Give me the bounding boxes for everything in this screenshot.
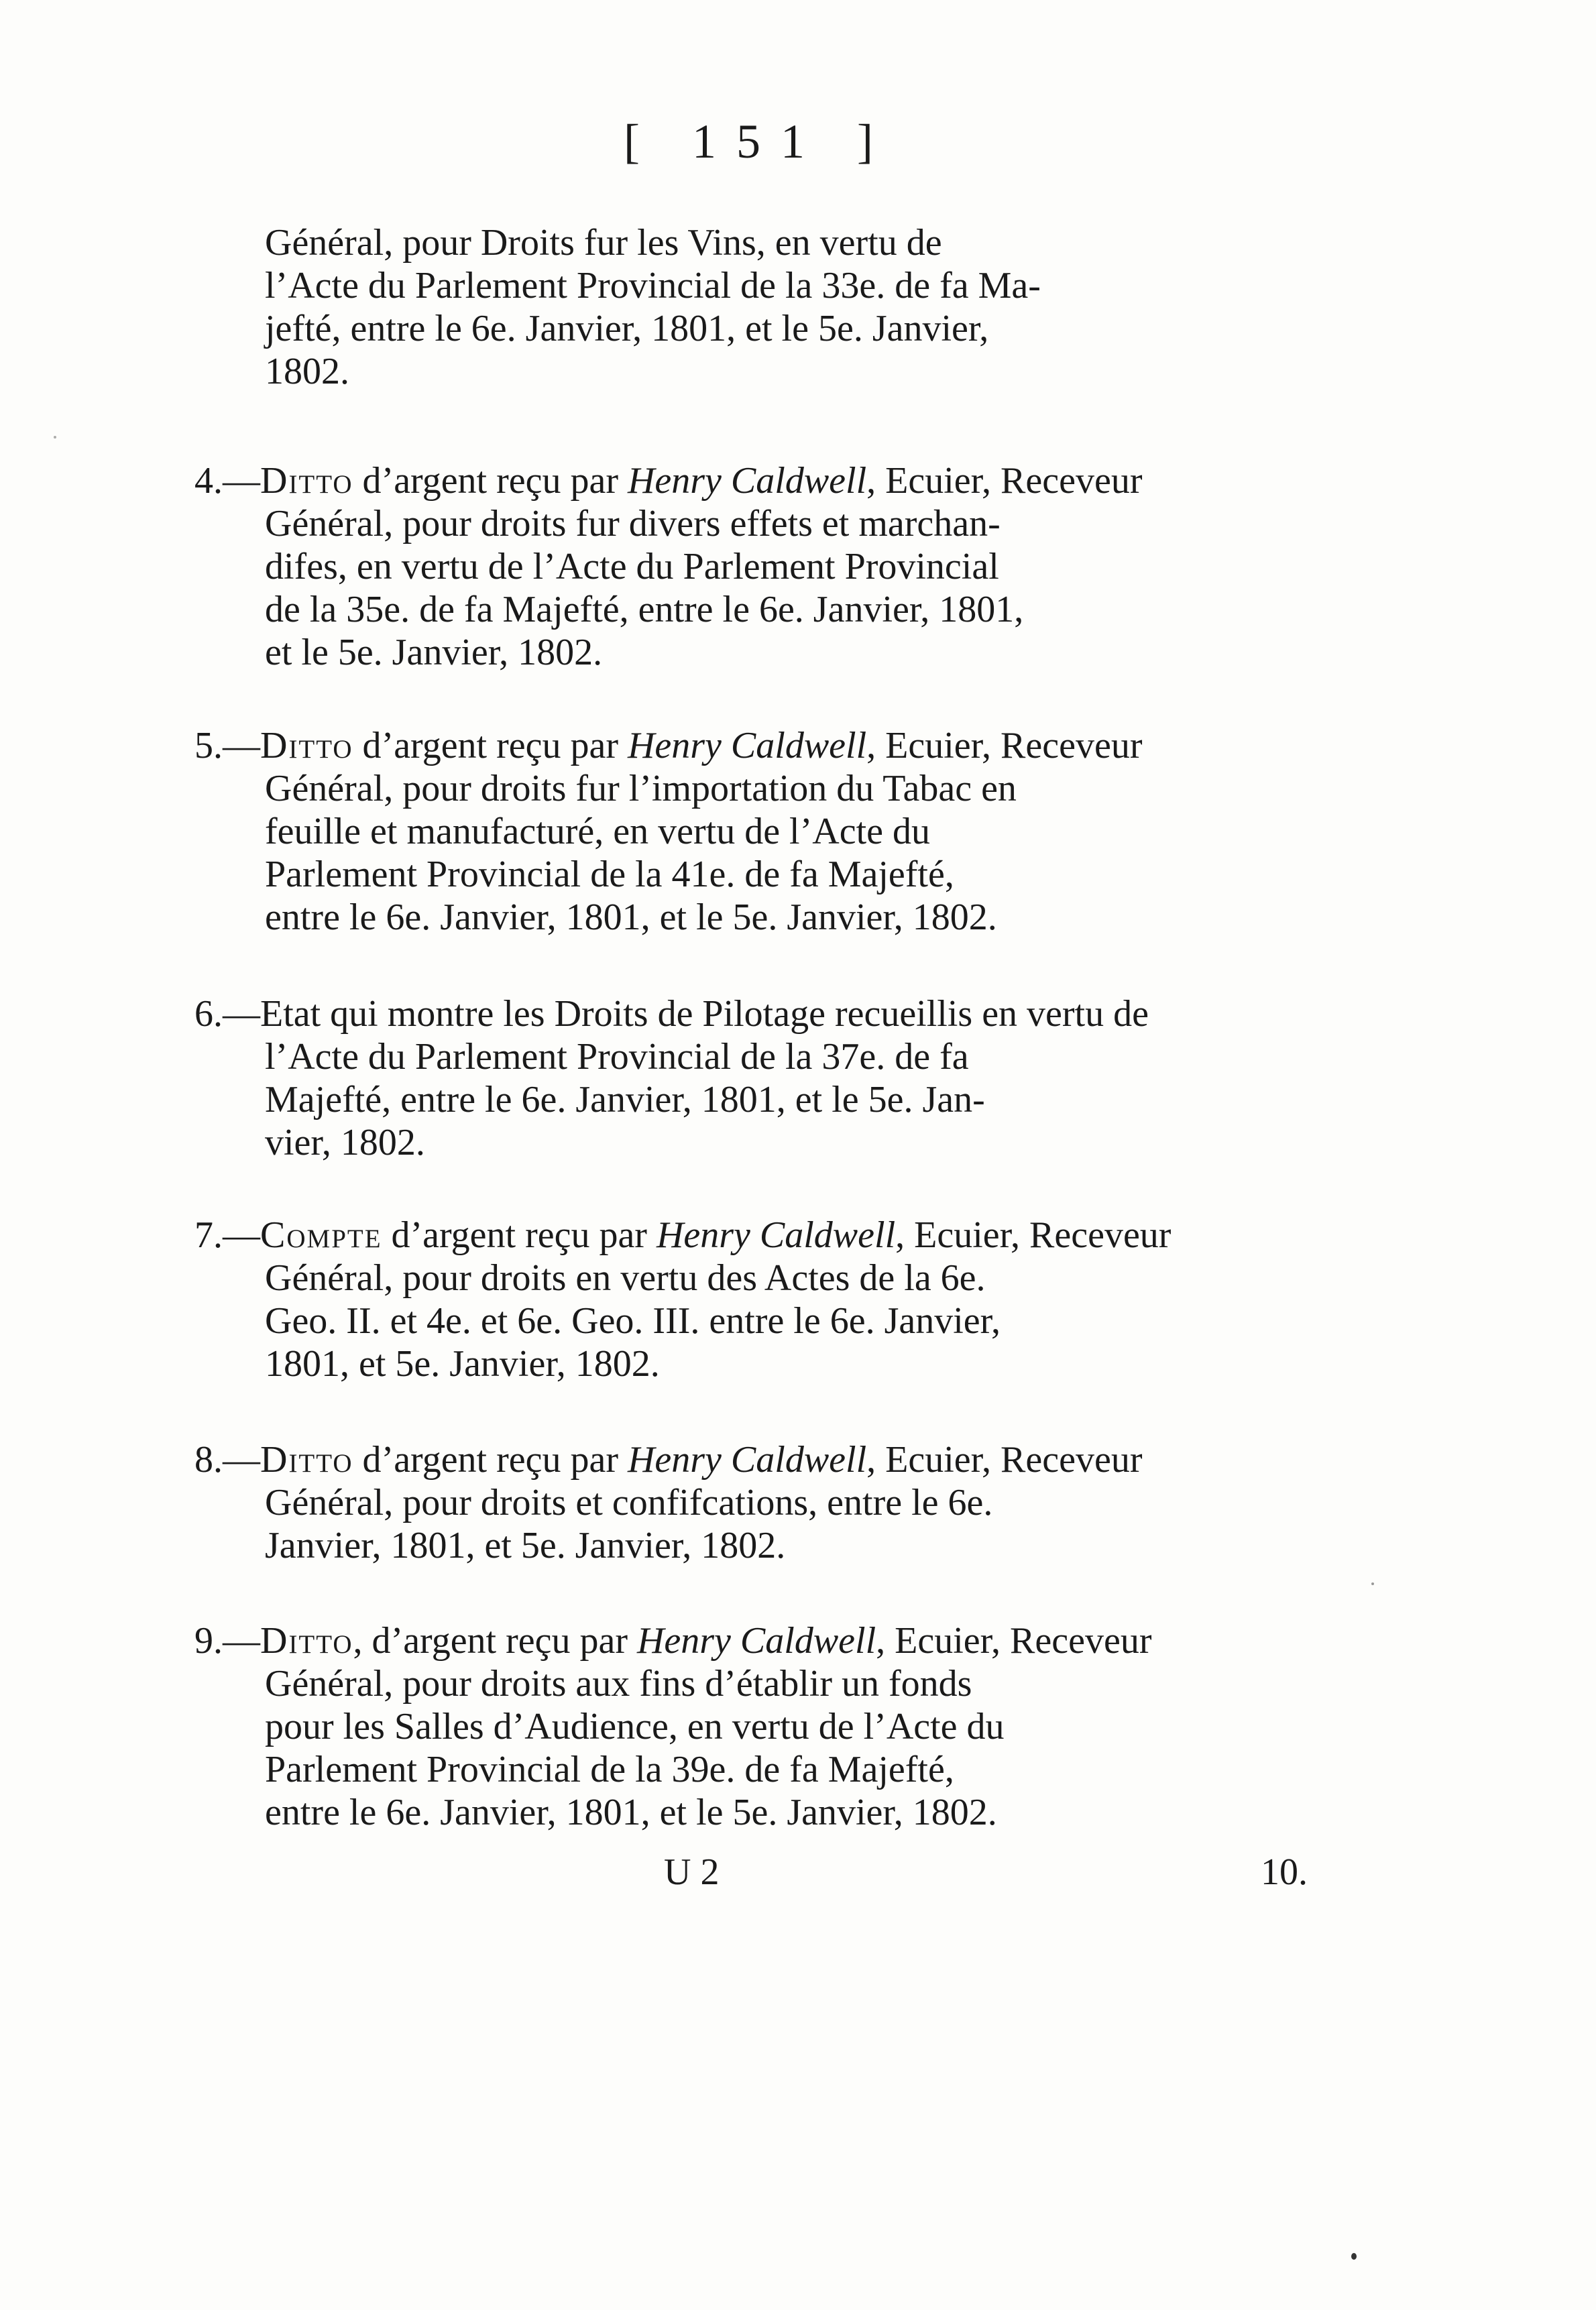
entry-line: 1801, et 5e. Janvier, 1802. bbox=[265, 1343, 660, 1385]
entry-head: Ditto bbox=[260, 1620, 353, 1662]
entry-7-body bbox=[265, 1257, 1371, 1385]
entry-dash: — bbox=[223, 1214, 260, 1256]
entry-first-rest: , Ecuier, Receveur bbox=[895, 1214, 1172, 1256]
continuation-line: 1802. bbox=[265, 351, 349, 392]
entry-4-body bbox=[265, 502, 1371, 674]
entry-first-line bbox=[194, 1619, 1368, 1662]
entry-first-rest: , Ecuier, Receveur bbox=[866, 1439, 1143, 1481]
entry-person-name: Henry Caldwell bbox=[627, 1439, 867, 1481]
entry-first-line bbox=[194, 992, 1368, 1035]
entry-9-body bbox=[265, 1662, 1371, 1834]
entry-line: de la 35e. de fa Majefté, entre le 6e. Janvier, 1801, bbox=[265, 589, 1024, 630]
entry-head: Ditto bbox=[260, 460, 353, 502]
entry-lead: , d’argent reçu par bbox=[353, 1620, 637, 1662]
continuation-line: l’Acte du Parlement Provincial de la 33e. de fa Ma- bbox=[265, 265, 1041, 306]
entry-first-line bbox=[194, 459, 1368, 502]
entry-first-rest: , Ecuier, Receveur bbox=[866, 725, 1143, 766]
entry-head: Ditto bbox=[260, 725, 353, 766]
entry-dash: — bbox=[223, 1439, 260, 1481]
entry-first-rest: , Ecuier, Receveur bbox=[876, 1620, 1152, 1662]
entry-line: pour les Salles d’Audience, en vertu de l’Acte du bbox=[265, 1706, 1005, 1747]
entry-line: Geo. II. et 4e. et 6e. Geo. III. entre le 6e. Janvier, bbox=[265, 1300, 1001, 1342]
entry-number: 5. bbox=[194, 725, 223, 766]
entry-line: entre le 6e. Janvier, 1801, et le 5e. Janvier, 1802. bbox=[265, 1792, 997, 1833]
entry-line: Général, pour droits fur divers effets et marchan- bbox=[265, 503, 1001, 544]
entry-8 bbox=[194, 1438, 1368, 1481]
entry-number: 8. bbox=[194, 1439, 223, 1481]
entry-first-rest: , Ecuier, Receveur bbox=[866, 460, 1143, 502]
entry-dash: — bbox=[223, 460, 260, 502]
entry-line: difes, en vertu de l’Acte du Parlement Provincial bbox=[265, 546, 999, 587]
entry-person-name: Henry Caldwell bbox=[656, 1214, 896, 1256]
entry-line: Général, pour droits aux fins d’établir un fonds bbox=[265, 1663, 972, 1705]
entry-dash: — bbox=[223, 1620, 260, 1662]
paper-speck bbox=[54, 436, 56, 439]
entry-line: Parlement Provincial de la 39e. de fa Majefté, bbox=[265, 1749, 954, 1790]
entry-5 bbox=[194, 724, 1368, 767]
entry-line: Janvier, 1801, et 5e. Janvier, 1802. bbox=[265, 1525, 786, 1566]
entry-5-body bbox=[265, 767, 1371, 939]
paper-speck bbox=[1371, 1582, 1374, 1585]
continuation-paragraph bbox=[265, 221, 1371, 393]
entry-line: feuille et manufacturé, en vertu de l’Acte du bbox=[265, 811, 930, 852]
signature-mark: U 2 bbox=[664, 1851, 720, 1893]
entry-head: Compte bbox=[260, 1214, 382, 1256]
entry-person-name: Henry Caldwell bbox=[627, 460, 867, 502]
entry-head: Ditto bbox=[260, 1439, 353, 1481]
entry-line: Général, pour droits fur l’importation du Tabac en bbox=[265, 768, 1017, 809]
entry-line: Général, pour droits et confifcations, entre le 6e. bbox=[265, 1482, 993, 1523]
entry-first-line bbox=[194, 1438, 1368, 1481]
entry-line: Majefté, entre le 6e. Janvier, 1801, et le 5e. Jan- bbox=[265, 1079, 985, 1120]
entry-line: Général, pour droits en vertu des Actes de la 6e. bbox=[265, 1257, 986, 1299]
entry-4 bbox=[194, 459, 1368, 502]
continuation-line: Général, pour Droits fur les Vins, en vertu de bbox=[265, 222, 942, 264]
entry-person-name: Henry Caldwell bbox=[636, 1620, 876, 1662]
entry-first-line bbox=[194, 724, 1368, 767]
entry-lead: d’argent reçu par bbox=[382, 1214, 657, 1256]
entry-6 bbox=[194, 992, 1368, 1035]
entry-8-body bbox=[265, 1481, 1371, 1567]
entry-6-body bbox=[265, 1035, 1371, 1164]
entry-line: entre le 6e. Janvier, 1801, et le 5e. Janvier, 1802. bbox=[265, 897, 997, 938]
entry-lead: d’argent reçu par bbox=[353, 1439, 628, 1481]
entry-number: 6. bbox=[194, 993, 223, 1035]
paper-speck bbox=[1351, 2253, 1357, 2260]
entry-line: Parlement Provincial de la 41e. de fa Majefté, bbox=[265, 854, 954, 895]
entry-line: et le 5e. Janvier, 1802. bbox=[265, 632, 603, 673]
entry-number: 4. bbox=[194, 460, 223, 502]
entry-lead: d’argent reçu par bbox=[353, 460, 628, 502]
entry-7 bbox=[194, 1214, 1368, 1257]
page-number: [ 151 ] bbox=[624, 115, 893, 168]
entry-first-line bbox=[194, 1214, 1368, 1257]
entry-dash: — bbox=[223, 725, 260, 766]
entry-lead: Etat qui montre les Droits de Pilotage recueillis en vertu de bbox=[260, 993, 1149, 1035]
entry-line: l’Acte du Parlement Provincial de la 37e. de fa bbox=[265, 1036, 969, 1078]
entry-dash: — bbox=[223, 993, 260, 1035]
entry-number: 9. bbox=[194, 1620, 223, 1662]
continuation-line: jefté, entre le 6e. Janvier, 1801, et le 5e. Janvier, bbox=[265, 308, 989, 349]
entry-lead: d’argent reçu par bbox=[353, 725, 628, 766]
entry-9 bbox=[194, 1619, 1368, 1662]
entry-person-name: Henry Caldwell bbox=[627, 725, 867, 766]
entry-number: 7. bbox=[194, 1214, 223, 1256]
catchword: 10. bbox=[1261, 1851, 1308, 1893]
entry-line: vier, 1802. bbox=[265, 1122, 425, 1163]
